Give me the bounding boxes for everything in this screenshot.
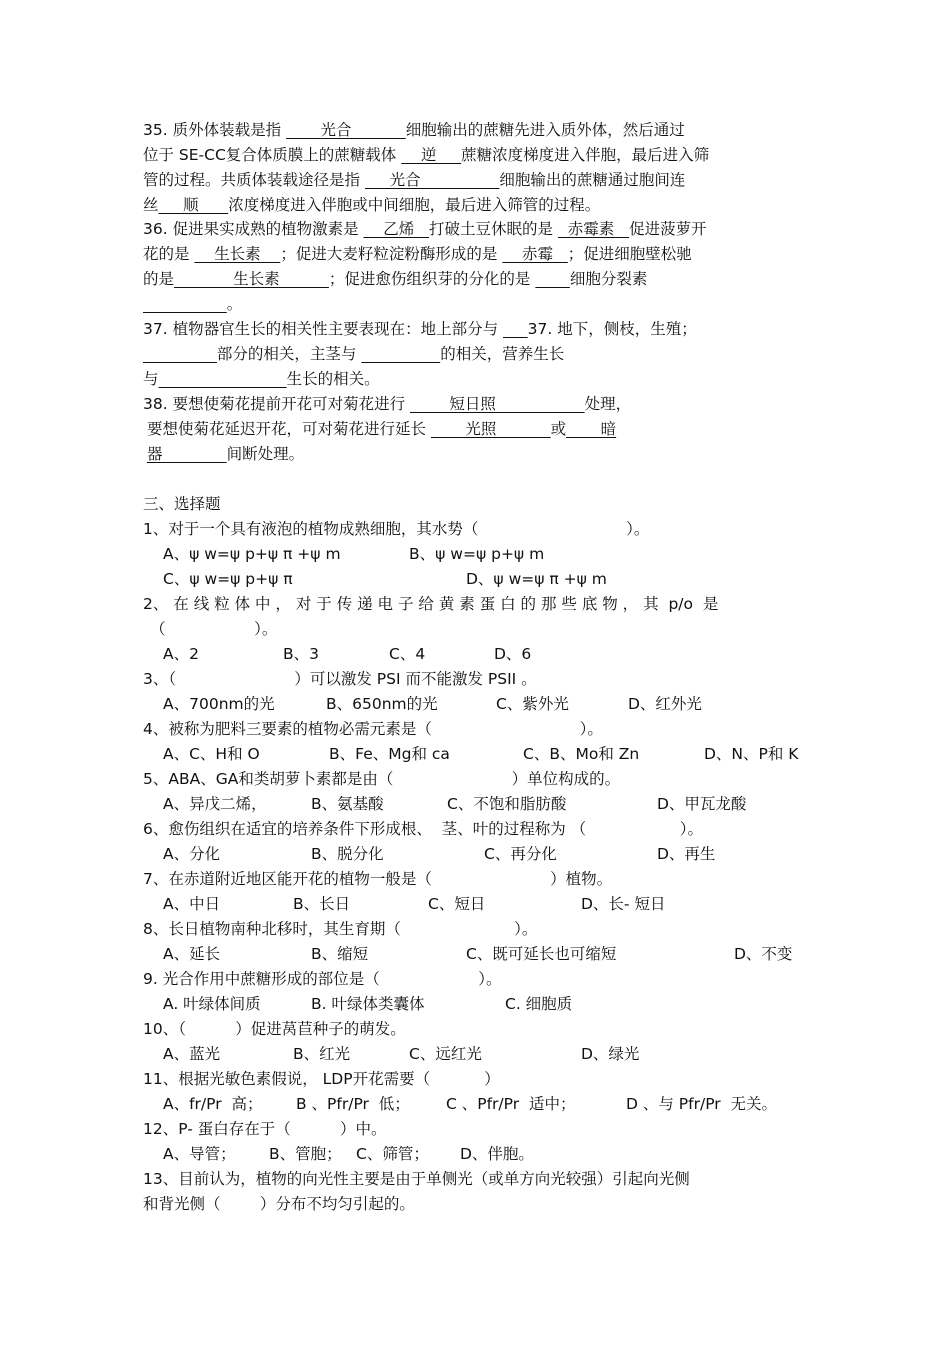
question-7: 7、在赤道附近地区能开花的植物一般是（ ）植物。 [143,870,613,888]
question-2: 2、 在 线 粒 体 中 ， 对 于 传 递 电 子 给 黄 素 蛋 白 的 那 些 底 物 ， 其 p/o 是 [143,595,719,613]
q36-text: 的是 [143,270,175,288]
q6-option-d: D、再生 [657,845,716,863]
question-9: 9. 光合作用中蔗糖形成的部位是（ ）。 [143,970,502,988]
q8-option-b: B、缩短 [311,945,369,963]
q7-option-c: C、短日 [428,895,486,913]
q38-line-1 [143,394,631,414]
q35-blank-2: 逆 [401,146,462,164]
question-5: 5、ABA、GA和类胡萝卜素都是由（ ）单位构成的。 [143,770,621,788]
q36-blank-1: 乙烯 [363,220,430,238]
q36-text: ；促进愈伤组织芽的分化的是 [328,270,536,288]
q12-option-c: C、筛管； [356,1145,429,1163]
question-13: 13、目前认为，植物的向光性主要是由于单侧光（或单方向光较强）引起向光侧 [143,1170,690,1188]
question-1: 1、对于一个具有液泡的植物成熟细胞，其水势（ ）。 [143,520,650,538]
question-3: 3、（ ）可以激发 PSI 而不能激发 PSII 。 [143,670,537,688]
q12-option-b: B、管胞； [269,1145,342,1163]
q36-line-1 [143,219,707,239]
q36-text: 花的是 [143,245,195,263]
question-12: 12、P- 蛋白存在于（ ）中。 [143,1120,387,1138]
q11-option-c: C 、Pfr/Pr 适中； [446,1095,576,1113]
q35-text: 管的过程。共质体装载途径是指 [143,171,365,189]
q9-option-b: B. 叶绿体类囊体 [311,995,425,1013]
q6-option-a: A、分化 [163,845,221,863]
q36-blank-3: 生长素 [194,245,281,263]
q37-text: 37. 地下，侧枝，生殖； [527,320,697,338]
q1-option-d: D、ψ w=ψ π +ψ m [466,570,607,588]
q12-option-a: A、导管； [163,1145,236,1163]
q5-option-a: A、异戊二烯， [163,795,267,813]
q8-option-a: A、延长 [163,945,221,963]
q38-text: 间断处理。 [226,445,305,463]
q37-text: 37. 植物器官生长的相关性主要表现在：地上部分与 [143,320,504,338]
q35-blank-1: 光合 [286,121,406,139]
q9-option-a: A. 叶绿体间质 [163,995,261,1013]
q4-option-b: B、Fe、Mg和 ca [329,745,450,763]
q38-text: 要想使菊花延迟开花，可对菊花进行延长 [147,420,431,438]
q2-option-c: C、4 [389,645,426,663]
q4-option-a: A、C、H和 O [163,745,260,763]
q37-line-3 [143,369,380,389]
q37-blank-3 [361,345,440,363]
q36-text: 36. 促进果实成熟的植物激素是 [143,220,364,238]
q11-option-d: D 、与 Pfr/Pr 无关。 [626,1095,777,1113]
q36-text: 促进菠萝开 [629,220,707,238]
q37-text: 生长的相关。 [286,370,380,388]
q36-blank-7 [143,295,227,313]
q38-blank-3: 暗 [566,420,617,438]
q38-blank-2: 光照 [430,420,551,438]
question-10: 10、（ ）促进莴苣种子的萌发。 [143,1020,406,1038]
q12-option-d: D、伴胞。 [460,1145,534,1163]
q37-blank-2 [143,345,217,363]
q36-blank-6 [535,270,570,288]
q35-text: 丝 [143,196,159,214]
q11-option-b: B 、Pfr/Pr 低； [296,1095,410,1113]
q4-option-d: D、N、P和 K [704,745,799,763]
q6-option-c: C、再分化 [484,845,557,863]
q38-text: 38. 要想使菊花提前开花可对菊花进行 [143,395,411,413]
q2-option-d: D、6 [494,645,532,663]
q37-line-2 [143,344,564,364]
q35-text: 细胞输出的蔗糖通过胞间连 [499,171,686,189]
q37-text: 与 [143,370,159,388]
q10-option-b: B、红光 [293,1045,351,1063]
q1-option-b: B、ψ w=ψ p+ψ m [409,545,545,563]
q38-blank-4: 器 [147,445,227,463]
q5-option-d: D、甲瓦龙酸 [657,795,747,813]
q36-line-3 [143,269,647,289]
q36-line-4 [143,294,242,314]
q2-option-b: B、3 [283,645,319,663]
q35-blank-4: 顺 [158,196,229,214]
q4-option-c: C、B、Mo和 Zn [523,745,640,763]
q3-option-a: A、700nm的光 [163,695,275,713]
q36-blank-4: 赤霉 [502,245,568,263]
q35-text: 细胞输出的蔗糖先进入质外体，然后通过 [405,121,685,139]
q37-blank-1 [503,320,528,338]
q35-text: 蔗糖浓度梯度进入伴胞，最后进入筛 [461,146,710,164]
q35-text: 位于 SE-CC复合体质膜上的蔗糖载体 [143,146,402,164]
q36-blank-5: 生长素 [174,270,329,288]
q9-option-c: C. 细胞质 [505,995,573,1013]
q37-text: 的相关，营养生长 [440,345,565,363]
q2-option-a: A、2 [163,645,199,663]
section-heading: 三、选择题 [143,495,221,513]
question-13-cont: 和背光侧（ ）分布不均匀引起的。 [143,1195,415,1213]
q36-text: ；促进细胞壁松驰 [567,245,692,263]
question-8: 8、长日植物南种北移时，其生育期（ ）。 [143,920,538,938]
question-2-blank: （ ）。 [150,620,278,638]
q38-text: 或 [550,420,567,438]
q8-option-c: C、既可延长也可缩短 [466,945,617,963]
q10-option-a: A、蓝光 [163,1045,221,1063]
q8-option-d: D、不变 [734,945,793,963]
q35-line-1 [143,120,685,140]
q35-line-3 [143,170,685,190]
q37-line-1 [143,319,697,339]
q35-text: 浓度梯度进入伴胞或中间细胞，最后进入筛管的过程。 [228,196,601,214]
q3-option-b: B、650nm的光 [326,695,438,713]
q7-option-a: A、中日 [163,895,221,913]
q5-option-c: C、不饱和脂肪酸 [447,795,567,813]
question-4: 4、被称为肥料三要素的植物必需元素是（ ）。 [143,720,603,738]
q6-option-b: B、脱分化 [311,845,384,863]
q3-option-c: C、紫外光 [496,695,569,713]
q38-text: 处理， [584,395,632,413]
q10-option-c: C、远红光 [409,1045,482,1063]
q36-text: 细胞分裂素 [569,270,648,288]
question-6: 6、愈伤组织在适宜的培养条件下形成根、 茎、叶的过程称为 （ ）。 [143,820,704,838]
q35-blank-3: 光合 [364,171,500,189]
q1-option-c: C、ψ w=ψ p+ψ π [163,570,293,588]
q35-line-2 [143,145,709,165]
q10-option-d: D、绿光 [581,1045,640,1063]
q11-option-a: A、fr/Pr 高； [163,1095,263,1113]
q7-option-d: D、长- 短日 [581,895,666,913]
q36-blank-2: 赤霉素 [557,220,630,238]
q36-text: 。 [226,295,243,313]
q36-line-2 [143,244,692,264]
q38-blank-1: 短日照 [410,395,585,413]
question-11: 11、根据光敏色素假说， LDP开花需要（ ） [143,1070,500,1088]
q36-text: 打破土豆休眠的是 [429,220,558,238]
q7-option-b: B、长日 [293,895,351,913]
q37-text: 部分的相关，主茎与 [216,345,362,363]
q37-blank-4 [159,370,287,388]
q5-option-b: B、氨基酸 [311,795,384,813]
q3-option-d: D、红外光 [628,695,702,713]
q35-line-4 [143,195,600,215]
q38-line-3 [147,444,304,464]
q38-line-2 [147,419,616,439]
q35-text: 35. 质外体装载是指 [143,121,287,139]
q1-option-a: A、ψ w=ψ p+ψ π +ψ m [163,545,341,563]
q36-text: ；促进大麦籽粒淀粉酶形成的是 [280,245,503,263]
